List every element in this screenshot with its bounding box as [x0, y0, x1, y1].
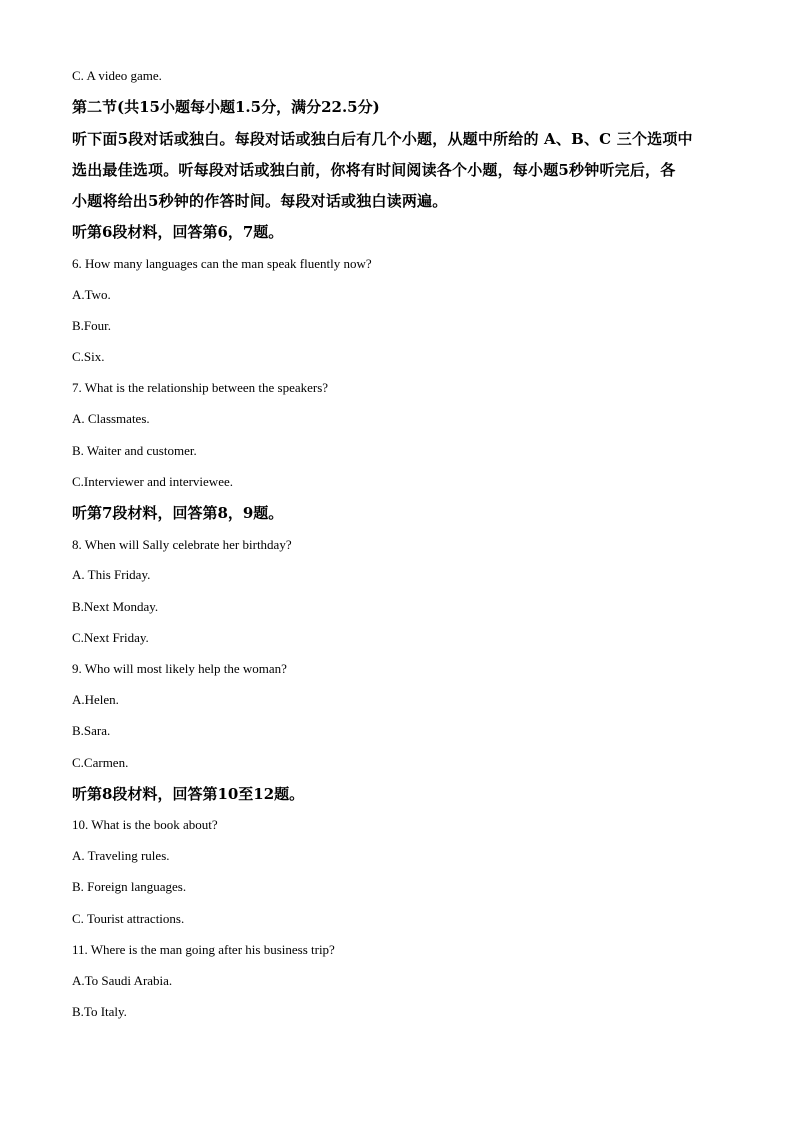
- option-10a: A. Traveling rules.: [72, 848, 170, 863]
- section-heading: 第二节(共15小题每小题1.5分，满分22.5分): [72, 98, 380, 116]
- group-heading-8: 听第8段材料，回答第10至12题。: [72, 785, 305, 803]
- option-9a: A.Helen.: [72, 692, 119, 707]
- question-10: 10. What is the book about?: [72, 817, 218, 832]
- question-6: 6. How many languages can the man speak fluently now?: [72, 256, 372, 271]
- option-7a: A. Classmates.: [72, 411, 150, 426]
- option-6a: A.Two.: [72, 287, 111, 302]
- instructions: [72, 124, 732, 217]
- option-11b: B.To Italy.: [72, 1004, 127, 1019]
- option-8c: C.Next Friday.: [72, 630, 149, 645]
- option-5c: C. A video game.: [72, 68, 162, 83]
- option-11a: A.To Saudi Arabia.: [72, 973, 173, 988]
- question-9: 9. Who will most likely help the woman?: [72, 661, 287, 676]
- option-7c: C.Interviewer and interviewee.: [72, 474, 233, 489]
- question-7: 7. What is the relationship between the speakers?: [72, 380, 329, 395]
- option-6c: C.Six.: [72, 349, 105, 364]
- group-heading-7: 听第7段材料，回答第8，9题。: [72, 504, 284, 522]
- instructions-line-2: 选出最佳选项。听每段对话或独白前，你将有时间阅读各个小题，每小题5秒钟听完后，各: [72, 161, 676, 179]
- option-6b: B.Four.: [72, 318, 112, 333]
- option-9b: B.Sara.: [72, 723, 111, 738]
- instructions-line-1: 听下面5段对话或独白。每段对话或独白后有几个小题，从题中所给的 A、B、C 三个选项中: [72, 130, 693, 148]
- group-heading-6: 听第6段材料，回答第6，7题。: [72, 223, 284, 241]
- question-8: 8. When will Sally celebrate her birthday?: [72, 537, 292, 552]
- instructions-line-3: 小题将给出5秒钟的作答时间。每段对话或独白读两遍。: [72, 192, 448, 210]
- option-7b: B. Waiter and customer.: [72, 443, 197, 458]
- option-9c: C.Carmen.: [72, 755, 129, 770]
- option-8b: B.Next Monday.: [72, 599, 159, 614]
- option-10c: C. Tourist attractions.: [72, 911, 185, 926]
- option-8a: A. This Friday.: [72, 567, 151, 582]
- option-10b: B. Foreign languages.: [72, 879, 187, 894]
- question-11: 11. Where is the man going after his business trip?: [72, 942, 335, 957]
